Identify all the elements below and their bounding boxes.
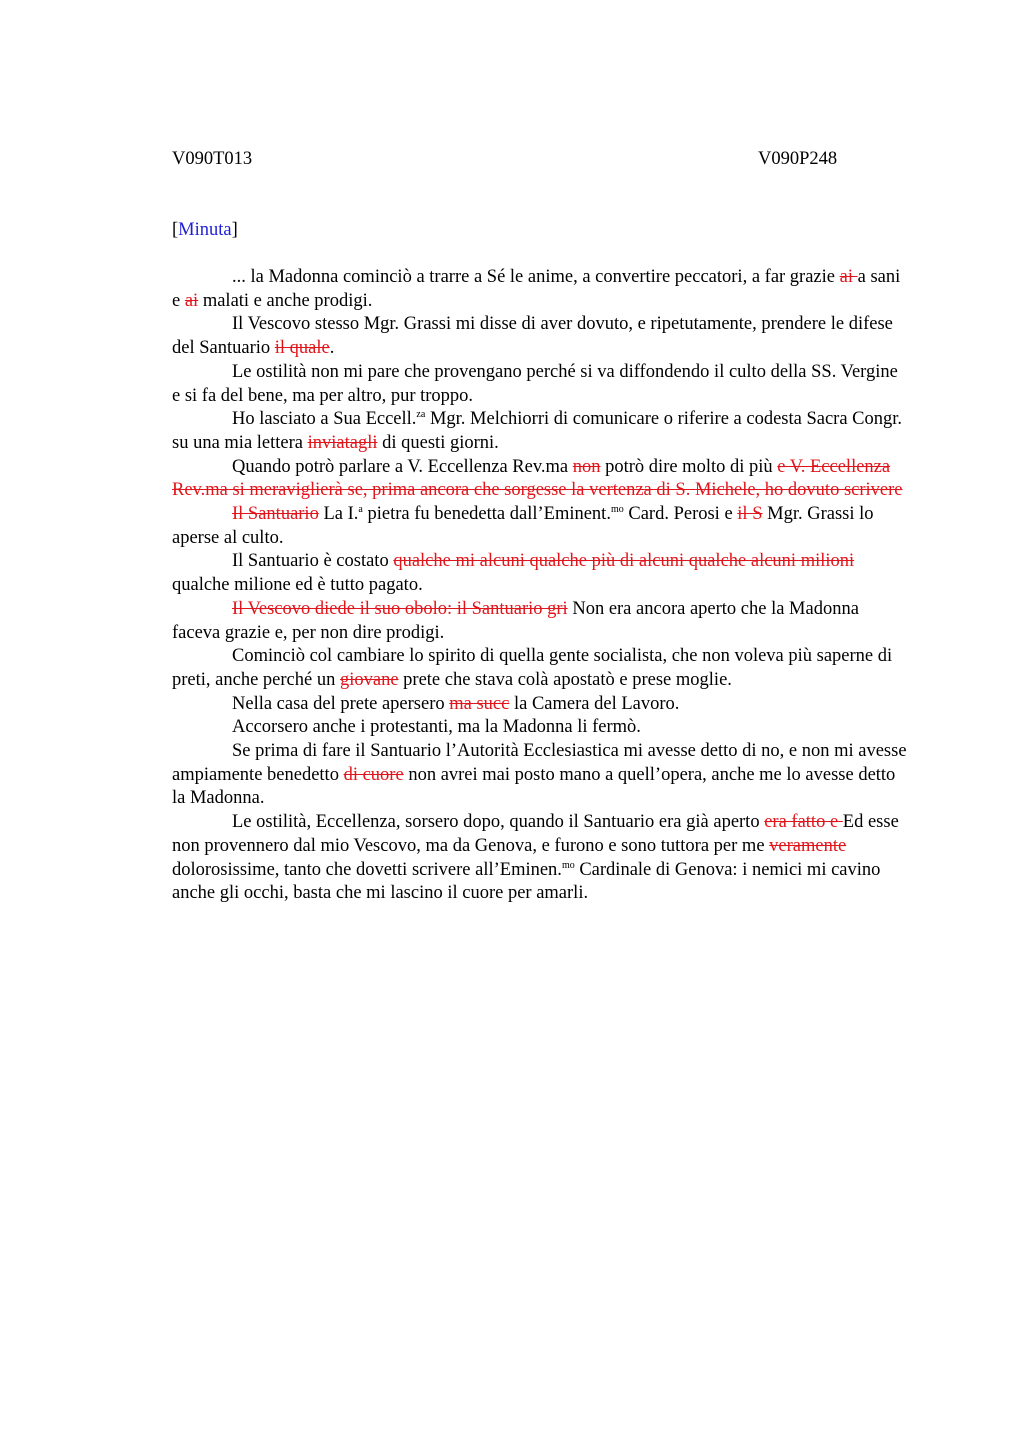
text-run: potrò dire molto di più (600, 456, 778, 477)
text-run: Il Vescovo stesso Mgr. Grassi mi disse di aver dovuto, e ripetutamente, prendere le difese del Santuario (172, 314, 893, 359)
minuta-word: Minuta (178, 220, 232, 240)
minuta-open-bracket: [ (172, 220, 179, 240)
text-run: Il Santuario è costato (232, 551, 394, 572)
text-run: ... la Madonna cominciò a trarre a Sé le anime, a convertire peccatori, a far grazie (232, 267, 840, 287)
deleted-text: Il Santuario (232, 504, 319, 525)
text-run: Cominciò col cambiare lo spirito di quella gente socialista, che non voleva più saperne di preti, anche perché un (172, 646, 893, 690)
text-run: pietra fu benedetta dall’Eminent. (362, 504, 611, 525)
letter-paragraph (172, 456, 908, 503)
text-run: Se prima di fare il Santuario l’Autorità Ecclesiastica mi avesse detto di no, e non mi avesse ampiamente benedetto (172, 741, 907, 785)
text-run: Cardinale di Genova: i nemici mi cavino anche gli occhi, basta che mi lascino il cuore per amarli. (172, 859, 881, 904)
text-run: La I. (318, 504, 359, 525)
deleted-text: ai (839, 267, 858, 287)
deleted-text: Il Vescovo diede il suo obolo: il Santuario gri (232, 598, 568, 619)
text-run: non avrei mai posto mano a quell’opera, anche me lo avesse detto la Madonna. (172, 764, 896, 809)
text-run: malati e anche prodigi. (198, 290, 373, 311)
superscript-abbreviation: mo (610, 504, 624, 516)
text-run: prete che stava colà apostatò e prese moglie. (398, 669, 732, 690)
text-run: la Camera del Lavoro. (509, 693, 680, 714)
deleted-text: il quale (274, 338, 330, 359)
text-run: di questi giorni. (377, 432, 499, 453)
letter-paragraph (172, 313, 908, 360)
deleted-text: non (572, 456, 601, 477)
text-run: a sani e (172, 267, 901, 311)
deleted-text: inviatagli (307, 432, 378, 453)
deleted-text: era fatto e (764, 812, 843, 833)
letter-paragraph (172, 266, 908, 313)
deleted-text: ma succ (449, 693, 510, 714)
deleted-text: il S (737, 504, 763, 525)
superscript-abbreviation: za (416, 409, 426, 421)
text-run: Mgr. Grassi lo aperse al culto. (172, 504, 874, 548)
deleted-text: giovane (339, 669, 399, 690)
letter-paragraph (172, 693, 908, 717)
superscript-abbreviation: mo (561, 859, 575, 871)
text-run: Card. Perosi e (623, 504, 738, 525)
text-run: Ho lasciato a Sua Eccell. (232, 409, 417, 430)
deleted-text: e V. Eccellenza Rev.ma si meraviglierà se, prima ancora che sorgesse la vertenza di S. Michele, ho dovuto scrivere (172, 456, 903, 501)
deleted-text: veramente (769, 835, 847, 856)
text-run: Nella casa del prete apersero (232, 693, 450, 714)
letter-paragraph (172, 503, 908, 550)
text-run: Le ostilità, Eccellenza, sorsero dopo, quando il Santuario era già aperto (232, 812, 765, 833)
deleted-text: qualche mi alcuni qualche più di alcuni qualche alcuni milioni (393, 551, 855, 572)
minuta-close-bracket: ] (231, 220, 238, 240)
superscript-abbreviation: a (358, 504, 363, 516)
deleted-text: ai (184, 290, 199, 311)
text-run: dolorosissime, tanto che dovetti scrivere all’Eminen. (172, 859, 562, 880)
text-run: Quando potrò parlare a V. Eccellenza Rev.ma (232, 456, 573, 477)
letter-paragraph (172, 598, 908, 645)
letter-paragraph (172, 645, 908, 692)
letter-paragraph (172, 811, 908, 906)
text-run: Mgr. Melchiorri di comunicare o riferire a codesta Sacra Congr. su una mia lettera (172, 409, 903, 453)
text-run: Accorsero anche i protestanti, ma la Madonna li fermò. (232, 717, 641, 738)
letter-paragraph (172, 361, 908, 408)
text-run: Le ostilità non mi pare che provengano perché si va diffondendo il culto della SS. Vergine e si fa del bene, ma per altro, pur troppo. (172, 361, 898, 406)
letter-paragraph (172, 408, 908, 455)
deleted-text: di cuore (343, 764, 404, 785)
text-run: Non era ancora aperto che la Madonna faceva grazie e, per non dire prodigi. (172, 598, 859, 643)
text-run: Ed esse non provennero dal mio Vescovo, ma da Genova, e furono e sono tuttora per me (172, 812, 899, 856)
text-run: qualche milione ed è tutto pagato. (172, 575, 423, 596)
text-run: . (329, 338, 335, 359)
document-code-right: V090P248 (758, 149, 838, 169)
document-code-left: V090T013 (172, 149, 253, 169)
letter-paragraph (172, 740, 908, 811)
minuta-label (172, 219, 238, 241)
letter-paragraph (172, 550, 908, 597)
letter-body (172, 266, 908, 906)
letter-paragraph (172, 716, 908, 740)
